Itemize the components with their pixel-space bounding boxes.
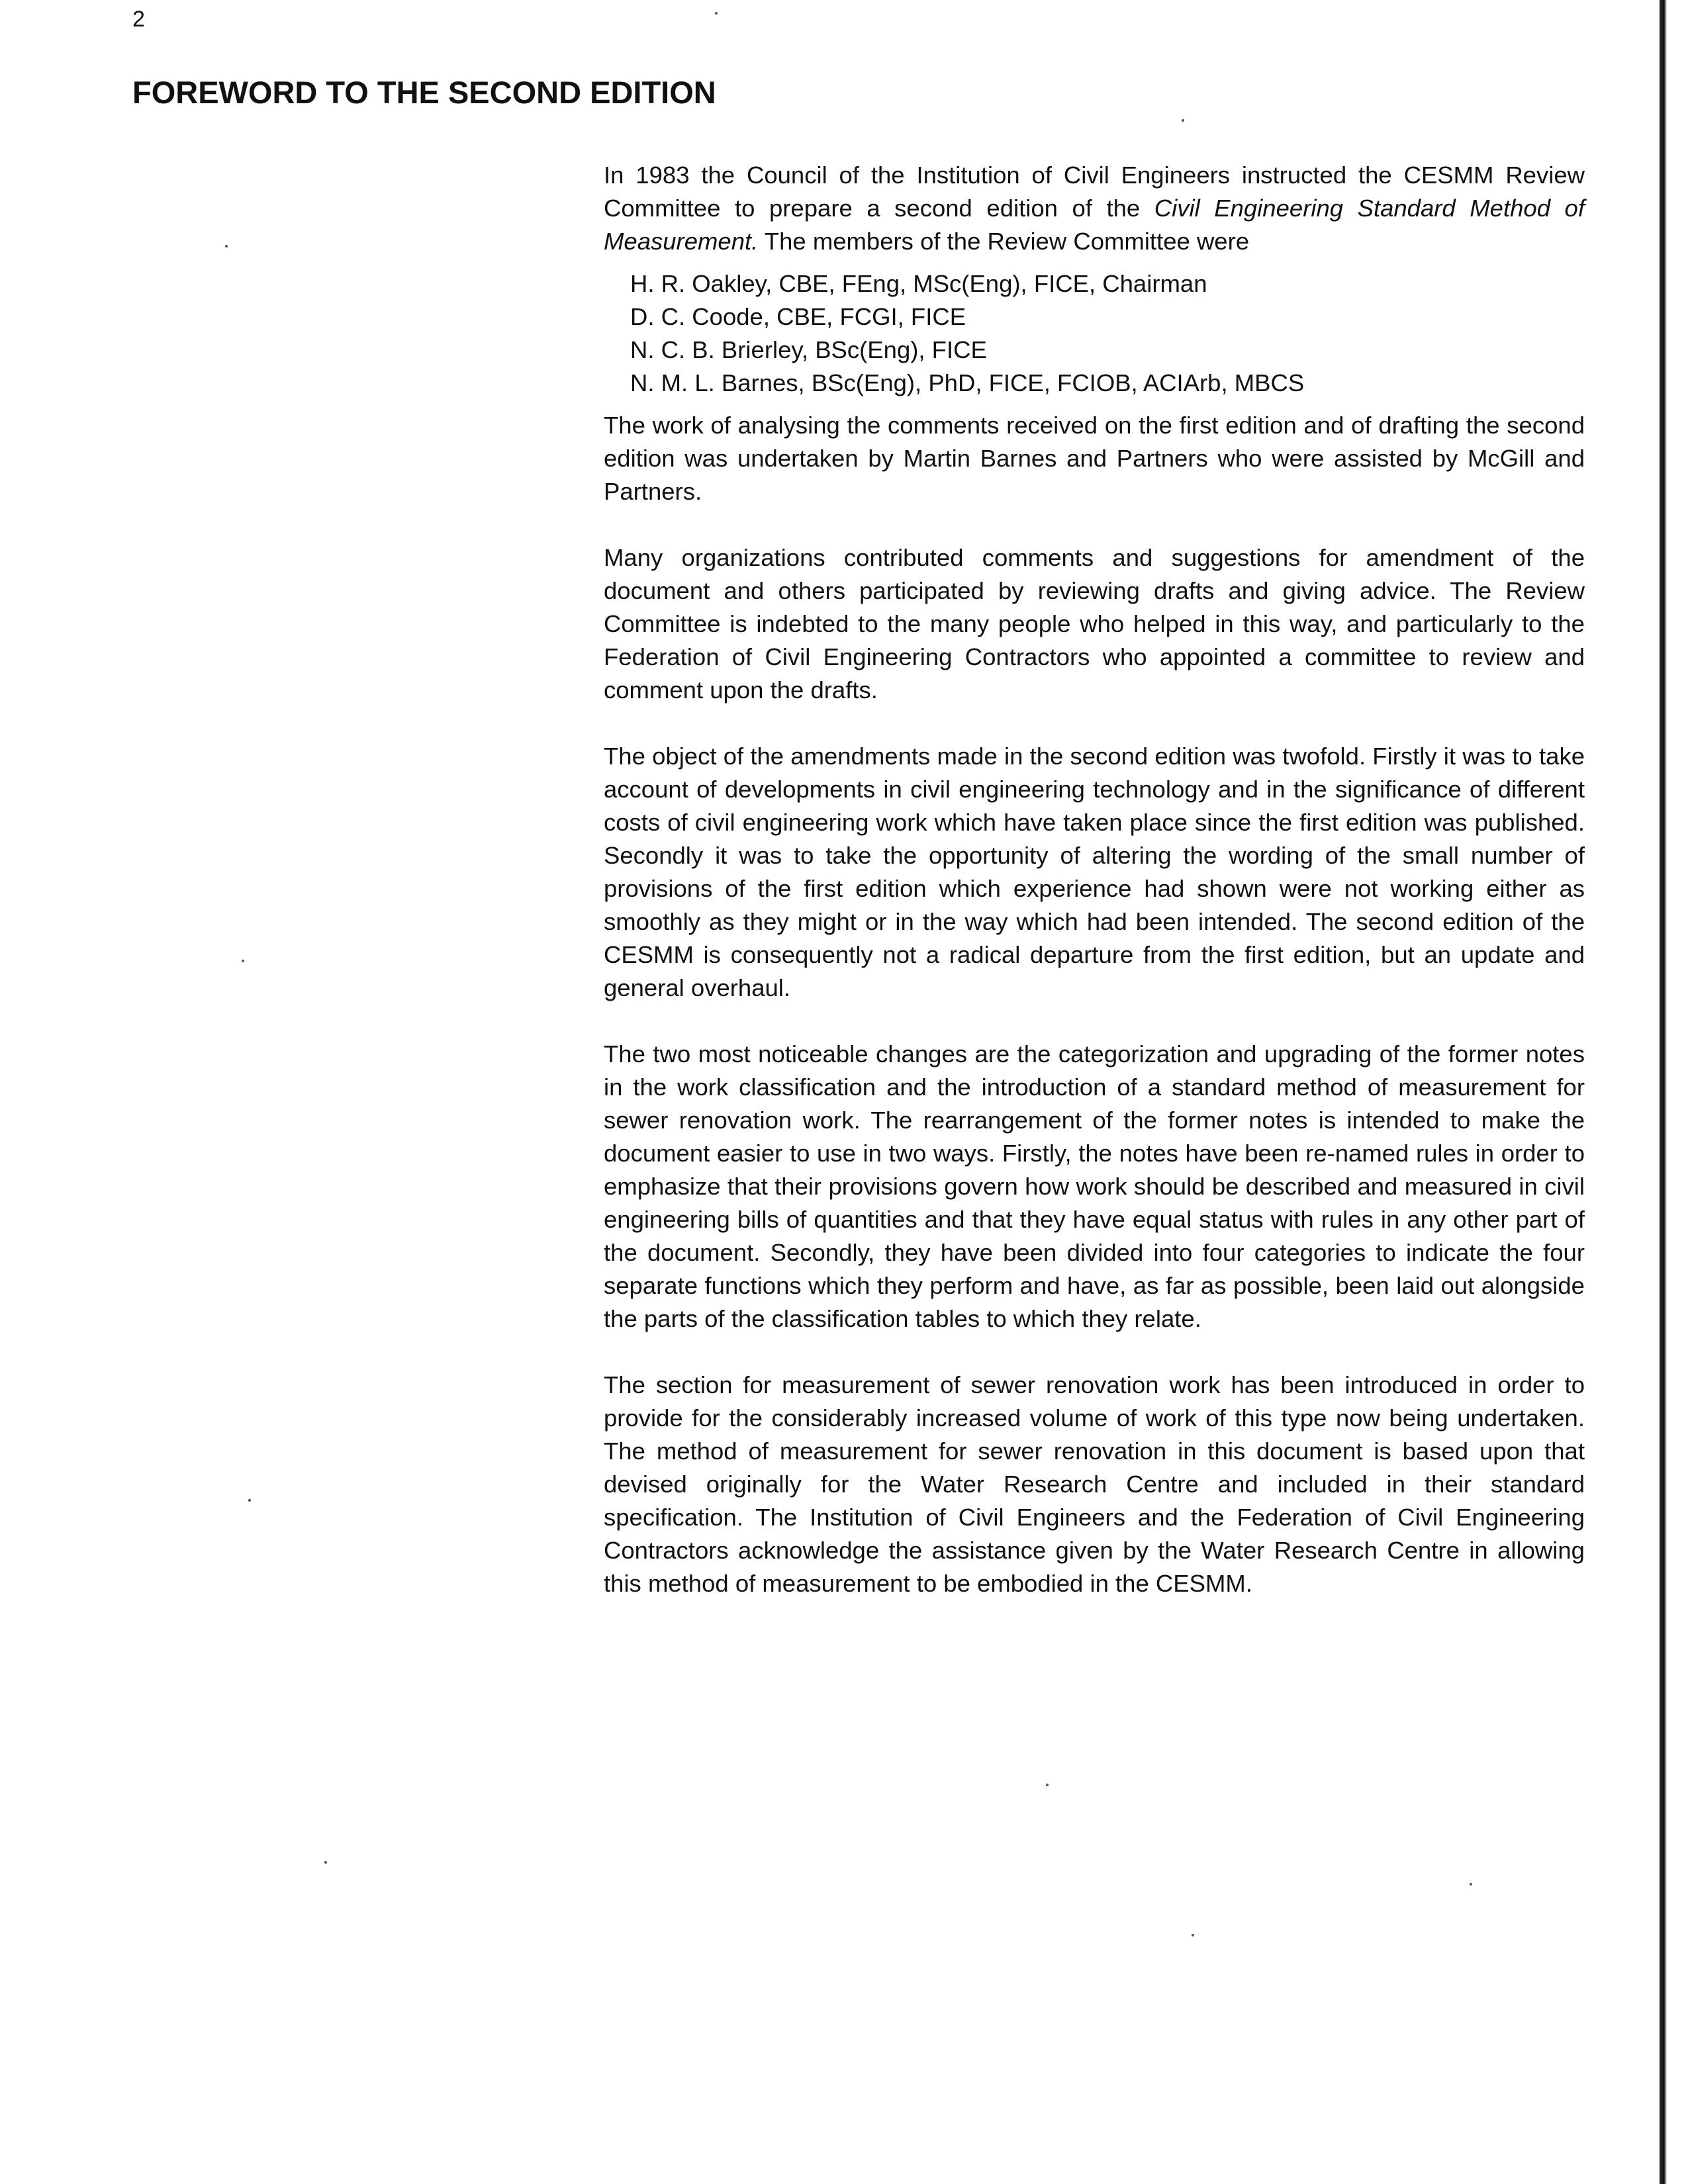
scan-speck [1182, 119, 1184, 122]
scan-speck [225, 245, 228, 248]
paragraph-noticeable-changes: The two most noticeable changes are the categorization and upgrading of the former notes in the work classification and the introduction of a standard method of measurement for sewer renovation work. The rearrangement of the former notes is intended to make the document easier to use in two ways. Firstly, the notes have been re-named rules in order to emphasize that their provisions govern how work should be described and measured in civil engineering bills of quantities and that they have equal status with rules in any other part of the document. Secondly, they have been divided into four categories to indicate the four separate functions which they perform and have, as far as possible, been laid out alongside the parts of the classification tables to which they relate. [604, 1040, 1585, 1332]
paragraph-sewer-renovation: The section for measurement of sewer renovation work has been introduced in order to provide for the considerably increased volume of work of this type now being undertaken. The method of measurement for sewer renovation in this document is based upon that devised originally for the Water Research Centre and included in their standard specification. The Institution of Civil Engineers and the Federation of Civil Engineering Contractors acknowledge the assistance given by the Water Research Centre in allowing this method of measurement to be embodied in the CESMM. [604, 1371, 1585, 1597]
paragraph-amendment-objectives: The object of the amendments made in the second edition was twofold. Firstly it was to take account of developments in civil engineering technology and in the significance of different costs of civil engineering work which have taken place since the first edition was published. Secondly it was to take the opportunity of altering the wording of the small number of provisions of the first edition which experience had shown were not working either as smoothly as they might or in the way which had been intended. The second edition of the CESMM is consequently not a radical departure from the first edition, but an update and general overhaul. [604, 743, 1585, 1001]
scan-speck [248, 1499, 251, 1502]
intro-paragraph [604, 159, 1585, 258]
scan-speck [1192, 1934, 1194, 1936]
foreword-body [604, 159, 1585, 1633]
scan-speck [1470, 1883, 1472, 1886]
committee-member: D. C. Coode, CBE, FCGI, FICE [630, 303, 966, 330]
paragraph-contributions: Many organizations contributed comments and suggestions for amendment of the document and others participated by reviewing drafts and giving advice. The Review Committee is indebted to the many people who helped in this way, and particularly to the Federation of Civil Engineering Contractors who appointed a committee to review and comment upon the drafts. [604, 544, 1585, 704]
page-heading: FOREWORD TO THE SECOND EDITION [132, 75, 716, 110]
scan-binding-edge [1615, 0, 1688, 2184]
scan-speck [242, 960, 244, 962]
scan-speck [715, 12, 718, 15]
committee-member: N. M. L. Barnes, BSc(Eng), PhD, FICE, FCIOB, ACIArb, MBCS [630, 369, 1305, 396]
intro-text-before: In 1983 the Council of the Institution of Civil Engineers instructed the CESMM Review Committee to prepare a second edition of the [604, 161, 1585, 222]
page-number: 2 [132, 7, 145, 32]
committee-member: N. C. B. Brierley, BSc(Eng), FICE [630, 336, 987, 363]
document-title-italic: Civil Engineering Standard Method of Measurement. [604, 195, 1585, 255]
scan-speck [1046, 1784, 1049, 1786]
committee-members-list [604, 267, 1585, 400]
scan-speck [324, 1861, 327, 1864]
intro-text-after: The members of the Review Committee were [758, 228, 1250, 255]
committee-member: H. R. Oakley, CBE, FEng, MSc(Eng), FICE, Chairman [630, 270, 1207, 297]
paragraph-drafting: The work of analysing the comments received on the first edition and of drafting the second edition was undertaken by Martin Barnes and Partners who were assisted by McGill and Partners. [604, 412, 1585, 505]
